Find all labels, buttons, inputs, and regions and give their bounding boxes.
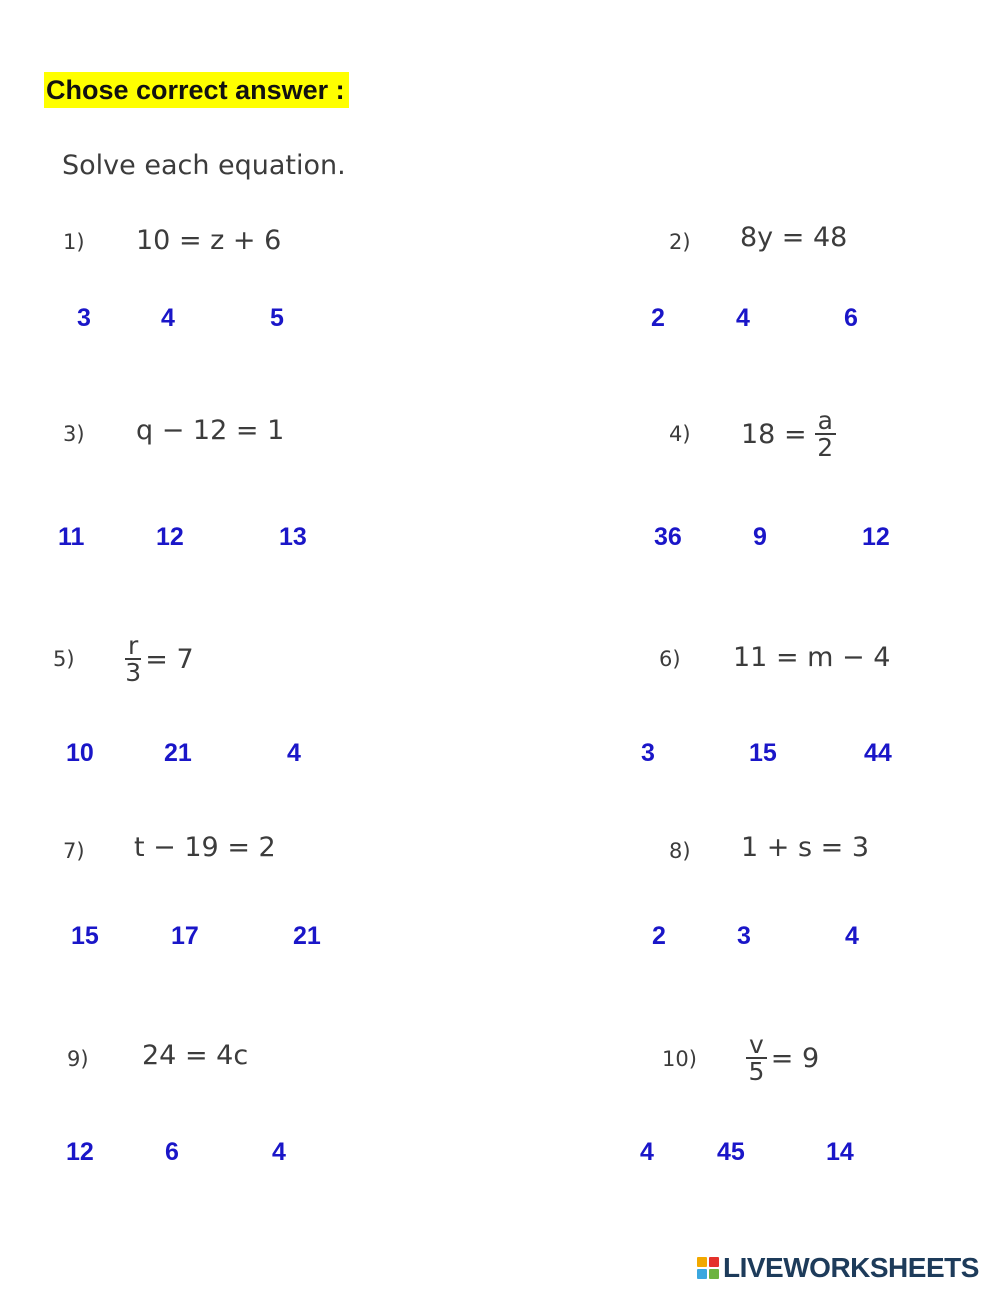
q4-option-c[interactable]: 12 [862,523,890,551]
question-3-equation: q − 12 = 1 [136,415,285,446]
q10-option-b[interactable]: 45 [717,1138,745,1166]
question-1-equation: 10 = z + 6 [136,225,282,256]
q2-option-a[interactable]: 2 [651,304,665,332]
q5-equation-right: = 7 [145,643,194,675]
logo-square-2 [709,1257,719,1267]
question-5-equation [125,631,194,687]
q4-option-a[interactable]: 36 [654,523,682,551]
question-8-equation: 1 + s = 3 [741,832,869,863]
q7-option-a[interactable]: 15 [71,922,99,950]
q7-option-c[interactable]: 21 [293,922,321,950]
q8-option-c[interactable]: 4 [845,922,859,950]
question-9-equation: 24 = 4c [142,1040,249,1071]
q9-option-b[interactable]: 6 [165,1138,179,1166]
q4-equation-left: 18 = [741,418,807,450]
question-4-equation [741,406,840,462]
logo-square-4 [709,1269,719,1279]
q4-fraction [815,406,836,462]
question-6-number: 6) [659,647,681,671]
q4-numerator: a [815,409,836,435]
q10-denominator: 5 [748,1057,765,1086]
question-6-equation: 11 = m − 4 [733,642,891,673]
q1-option-c[interactable]: 5 [270,304,284,332]
q5-option-b[interactable]: 21 [164,739,192,767]
q2-option-c[interactable]: 6 [844,304,858,332]
q4-denominator: 2 [817,433,834,462]
q10-equation-right: = 9 [770,1042,820,1074]
q10-option-a[interactable]: 4 [640,1138,654,1166]
q10-fraction [746,1030,767,1086]
q9-option-a[interactable]: 12 [66,1138,94,1166]
q3-option-b[interactable]: 12 [156,523,184,551]
question-2-equation: 8y = 48 [740,222,848,253]
q8-option-b[interactable]: 3 [737,922,751,950]
logo-text: LIVEWORKSHEETS [723,1252,979,1283]
q3-option-c[interactable]: 13 [279,523,307,551]
logo-square-3 [697,1269,707,1279]
question-10-equation [746,1030,820,1086]
question-2-number: 2) [669,230,691,254]
instruction-heading: Chose correct answer : [44,72,349,108]
q8-option-a[interactable]: 2 [652,922,666,950]
q5-option-c[interactable]: 4 [287,739,301,767]
q6-option-b[interactable]: 15 [749,739,777,767]
q4-option-b[interactable]: 9 [753,523,767,551]
question-4-number: 4) [669,422,691,446]
question-7-equation: t − 19 = 2 [134,832,276,863]
question-5-number: 5) [53,647,75,671]
q5-numerator: r [125,634,141,660]
question-3-number: 3) [63,422,85,446]
q5-denominator: 3 [125,658,142,687]
question-8-number: 8) [669,839,691,863]
q6-option-c[interactable]: 44 [864,739,892,767]
question-1-number: 1) [63,230,85,254]
logo-square-1 [697,1257,707,1267]
q2-option-b[interactable]: 4 [736,304,750,332]
question-10-number: 10) [662,1047,697,1071]
q10-option-c[interactable]: 14 [826,1138,854,1166]
q6-option-a[interactable]: 3 [641,739,655,767]
q5-fraction [125,631,142,687]
question-9-number: 9) [67,1047,89,1071]
q9-option-c[interactable]: 4 [272,1138,286,1166]
q5-option-a[interactable]: 10 [66,739,94,767]
q1-option-a[interactable]: 3 [77,304,91,332]
q3-option-a[interactable]: 11 [58,523,85,551]
q1-option-b[interactable]: 4 [161,304,175,332]
q7-option-b[interactable]: 17 [171,922,199,950]
q10-numerator: v [746,1033,767,1059]
logo-mark-icon [697,1257,719,1279]
question-7-number: 7) [63,839,85,863]
worksheet-subtitle: Solve each equation. [62,150,346,181]
liveworksheets-logo [697,1252,979,1284]
